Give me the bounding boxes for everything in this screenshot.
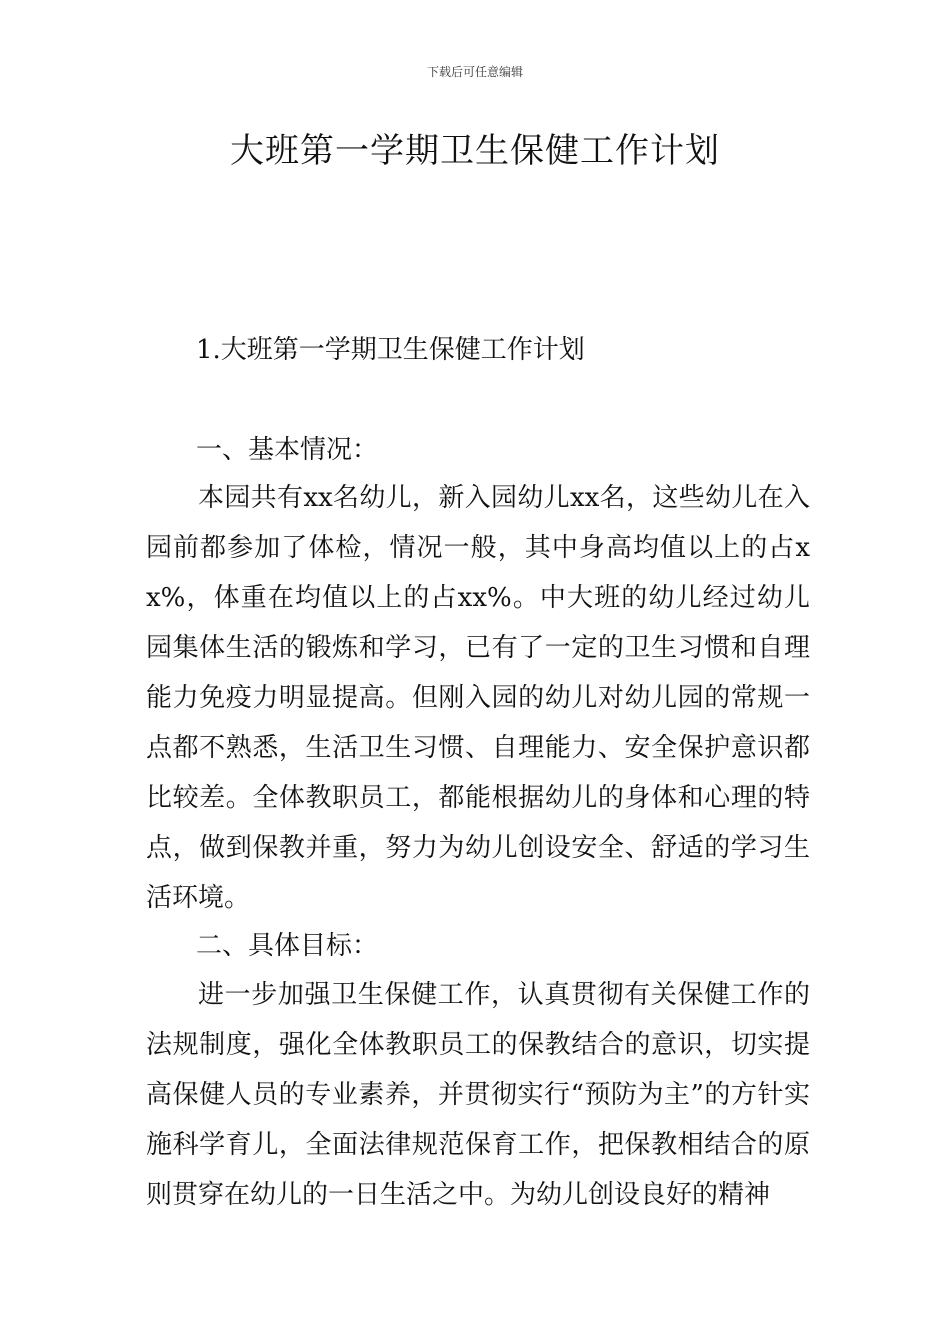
document-subtitle: 1.大班第一学期卫生保健工作计划 bbox=[196, 335, 585, 365]
download-note: 下载后可任意编辑 bbox=[426, 65, 523, 79]
document-title: 大班第一学期卫生保健工作计划 bbox=[230, 131, 720, 171]
paragraph-specific-goals: 进一步加强卫生保健工作，认真贯彻有关保健工作的法规制度，强化全体教职员工的保教结合的意识，切实提高保健人员的专业素养，并贯彻实行“预防为主”的方针实施科学育儿，全面法律规范保育工作，把保教相结合的原则贯穿在幼儿的一日生活之中。为幼儿创设良好的精神 bbox=[146, 980, 810, 1210]
section-heading-basic-situation: 一、基本情况： bbox=[196, 435, 379, 465]
section-heading-specific-goals: 二、具体目标： bbox=[196, 931, 379, 961]
paragraph-basic-situation: 本园共有xx名幼儿，新入园幼儿xx名，这些幼儿在入园前都参加了体检，情况一般，其中身高均值以上的占xx%，体重在均值以上的占xx%。中大班的幼儿经过幼儿园集体生活的锻炼和学习，已有了一定的卫生习惯和自理能力免疫力明显提高。但刚入园的幼儿对幼儿园的常规一点都不熟悉，生活卫生习惯、自理能力、安全保护意识都比较差。全体教职员工，都能根据幼儿的身体和心理的特点，做到保教并重，努力为幼儿创设安全、舒适的学习生活环境。 bbox=[146, 483, 810, 913]
